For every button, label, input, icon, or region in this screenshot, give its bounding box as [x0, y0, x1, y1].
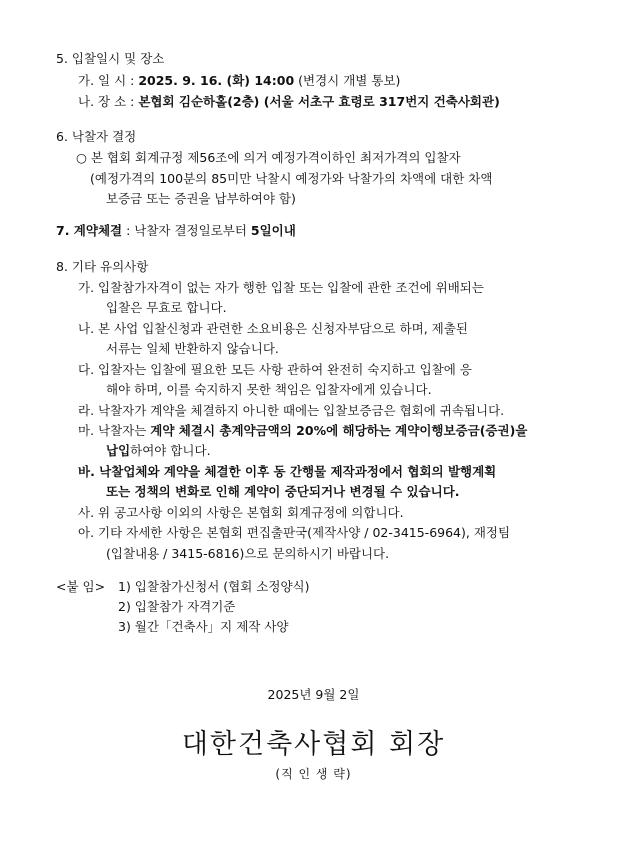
section8-da-2: 해야 하며, 이를 숙지하지 못한 책임은 입찰자에게 있습니다. [106, 382, 432, 397]
section8-sa: 사. 위 공고사항 이외의 사항은 본협회 회계규정에 의합니다. [78, 505, 404, 520]
section8-ga-1: 가. 입찰참가자격이 없는 자가 행한 입찰 또는 입찰에 관한 조건에 위배되는 [78, 280, 484, 295]
issuer-title: 대한건축사협회 회장 [181, 729, 446, 760]
attachment-item-2: 2) 입찰참가 자격기준 [118, 599, 236, 614]
section6-line3: 보증금 또는 증권을 납부하여야 함) [106, 191, 296, 206]
section5-item-ga [78, 72, 400, 90]
section7-deadline: 5일이내 [250, 223, 296, 238]
item-ga-note: (변경시 개별 통보) [294, 73, 401, 88]
section8-ma-bold: 계약 체결시 총계약금액의 20%에 해당하는 계약이행보증금(증권)을 [150, 423, 528, 438]
item-na-label: 나. 장 소 : [78, 94, 139, 109]
section8-ma2-rest: 하여야 합니다. [130, 443, 211, 458]
section8-ma2-bold: 납입 [106, 443, 131, 458]
section8-na-2: 서류는 일체 반환하지 않습니다. [106, 341, 279, 356]
section8-ma-2 [106, 442, 211, 460]
attachment-item-1: 1) 입찰참가신청서 (협회 소정양식) [118, 579, 310, 594]
section5-item-na [78, 93, 500, 111]
section8-heading: 8. 기타 유의사항 [56, 259, 149, 274]
section8-ra: 라. 낙찰자가 계약을 체결하지 아니한 때에는 입찰보증금은 협회에 귀속됩니다. [78, 403, 505, 418]
item-ga-label: 가. 일 시 : [78, 73, 139, 88]
attachment-item-3: 3) 월간「건축사」지 제작 사양 [118, 619, 289, 634]
section5-heading: 5. 입찰일시 및 장소 [56, 51, 165, 66]
section8-ga-2: 입찰은 무효로 합니다. [106, 300, 227, 315]
section6-line1: ○ 본 협회 회계규정 제56조에 의거 예정가격이하인 최저가격의 입찰자 [76, 150, 461, 165]
section6-line2: (예정가격의 100분의 85미만 낙찰시 예정가와 낙찰가의 차액에 대한 차액 [90, 171, 493, 186]
section8-a-1: 아. 기타 자세한 사항은 본협회 편집출판국(제작사양 / 02-3415-6964), 재정팀 [78, 525, 511, 540]
attachments-label: <붙 임> [56, 579, 106, 594]
section8-ba-1: 바. 낙찰업체와 계약을 체결한 이후 동 간행물 제작과정에서 협회의 발행계획 [78, 464, 497, 479]
section7-text: : 낙찰자 결정일로부터 [122, 223, 251, 238]
section8-ma-1 [78, 422, 527, 440]
bid-datetime: 2025. 9. 16. (화) 14:00 [138, 73, 295, 88]
section8-ba-2: 또는 정책의 변화로 인해 계약이 중단되거나 변경될 수 있습니다. [106, 484, 460, 499]
section7-label: 7. 계약체결 [56, 223, 123, 238]
bid-location: 본협회 김순하홀(2층) (서울 서초구 효령로 317번지 건축사회관) [138, 94, 500, 109]
section8-na-1: 나. 본 사업 입찰신청과 관련한 소요비용은 신청자부담으로 하며, 제출된 [78, 321, 468, 336]
section6-heading: 6. 낙찰자 결정 [56, 129, 137, 144]
section8-ma-prefix: 마. 낙찰자는 [78, 423, 151, 438]
section7 [56, 222, 296, 240]
section8-da-1: 다. 입찰자는 입찰에 필요한 모든 사항 관하여 완전히 숙지하고 입찰에 응 [78, 362, 472, 377]
section8-a-2: (입찰내용 / 3415-6816)으로 문의하시기 바랍니다. [106, 546, 390, 561]
document-date: 2025년 9월 2일 [267, 687, 360, 702]
seal-omitted-note: (직 인 생 략) [275, 767, 352, 781]
